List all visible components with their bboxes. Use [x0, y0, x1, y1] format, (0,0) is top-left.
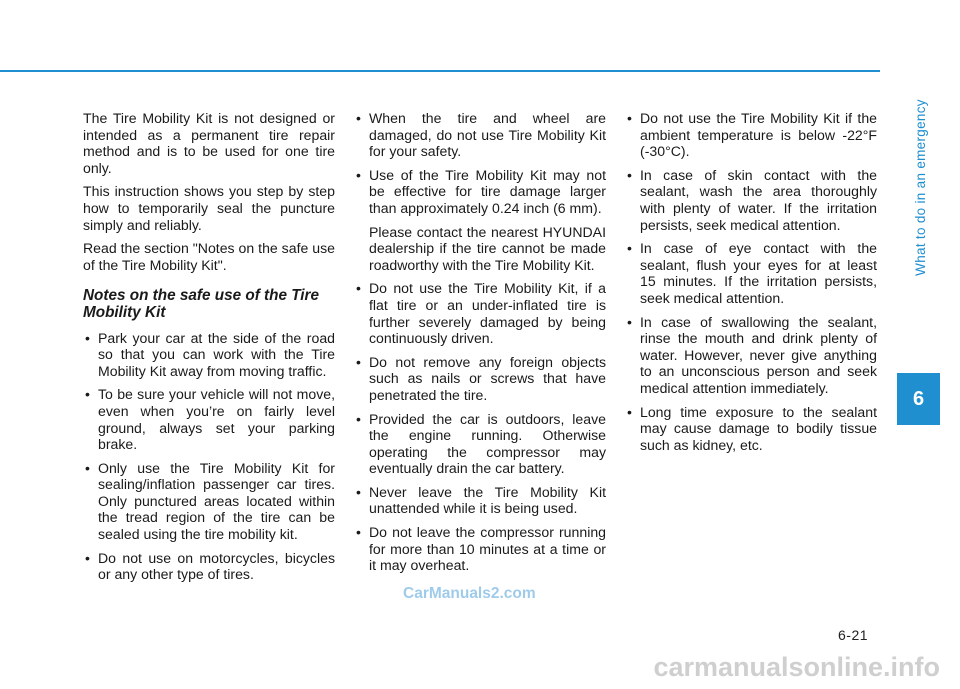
- list-item: • Do not use the Tire Mobility Kit if the ambient temperature is below -22°F (-30°C).: [625, 110, 877, 160]
- list-item: • In case of eye contact with the sealant, flush your eyes for at least 15 minutes. If the irritation persists, seek medical attention.: [625, 240, 877, 306]
- section-subheading: Notes on the safe use of the Tire Mobility Kit: [83, 287, 320, 321]
- list-item: • Do not use the Tire Mobility Kit, if a flat tire or an under-inflated tire is further severely damaged by being continuously driven.: [354, 280, 606, 346]
- list-item: • In case of swallowing the sealant, rinse the mouth and drink plenty of water. However, never give anything to an unconscious person and seek medical attention immediately.: [625, 314, 877, 397]
- page-number: 6-21: [838, 627, 869, 643]
- intro-paragraph: This instruction shows you step by step how to temporarily seal the puncture simply and reliably.: [83, 183, 335, 233]
- list-item: • Do not use on motorcycles, bicycles or any other type of tires.: [83, 550, 335, 583]
- chapter-title-vertical: [900, 10, 940, 365]
- list-item: • Long time exposure to the sealant may cause damage to bodily tissue such as kidney, etc.: [625, 404, 877, 454]
- intro-paragraph: The Tire Mobility Kit is not designed or intended as a permanent tire repair method and is to be used for one tire only.: [83, 110, 335, 176]
- safety-notes-list: [354, 110, 606, 217]
- intro-paragraph: Read the section "Notes on the safe use of the Tire Mobility Kit".: [83, 240, 335, 273]
- chapter-title-text: What to do in an emergency: [912, 99, 928, 276]
- column-3: [625, 110, 877, 460]
- list-item: • Park your car at the side of the road so that you can work with the Tire Mobility Kit away from moving traffic.: [83, 330, 335, 380]
- safety-notes-list: [354, 280, 606, 574]
- column-2: [354, 110, 606, 581]
- list-item: • Do not leave the compressor running for more than 10 minutes at a time or it may overheat.: [354, 524, 606, 574]
- list-item: • In case of skin contact with the sealant, wash the area thoroughly with plenty of water. If the irritation persists, seek medical attention.: [625, 167, 877, 233]
- dealer-note: Please contact the nearest HYUNDAI dealership if the tire cannot be made roadworthy with the Tire Mobility Kit.: [369, 223, 606, 273]
- list-item: • Do not remove any foreign objects such as nails or screws that have penetrated the tire.: [354, 354, 606, 404]
- chapter-number: 6: [912, 387, 925, 410]
- safety-notes-list: [83, 330, 335, 583]
- list-item: • When the tire and wheel are damaged, do not use Tire Mobility Kit for your safety.: [354, 110, 606, 160]
- list-item: • To be sure your vehicle will not move, even when you’re on fairly level ground, always set your parking brake.: [83, 386, 335, 452]
- header-rule: [0, 70, 880, 72]
- safety-notes-list: [625, 110, 877, 453]
- list-item: • Provided the car is outdoors, leave the engine running. Otherwise operating the compressor may eventually drain the car battery.: [354, 411, 606, 477]
- list-item: • Only use the Tire Mobility Kit for sealing/inflation passenger car tires. Only punctured areas located within the tread region of the tire can be sealed using the tire mobility kit.: [83, 460, 335, 543]
- list-item: • Never leave the Tire Mobility Kit unattended while it is being used.: [354, 484, 606, 517]
- list-item: • Use of the Tire Mobility Kit may not be effective for tire damage larger than approximately 0.24 inch (6 mm).: [354, 167, 606, 217]
- column-1: [83, 110, 335, 590]
- watermark-logo: CarManuals2.com: [403, 585, 536, 602]
- footer-watermark: carmanualsonline.info: [653, 651, 940, 682]
- chapter-number-tab[interactable]: [897, 373, 940, 425]
